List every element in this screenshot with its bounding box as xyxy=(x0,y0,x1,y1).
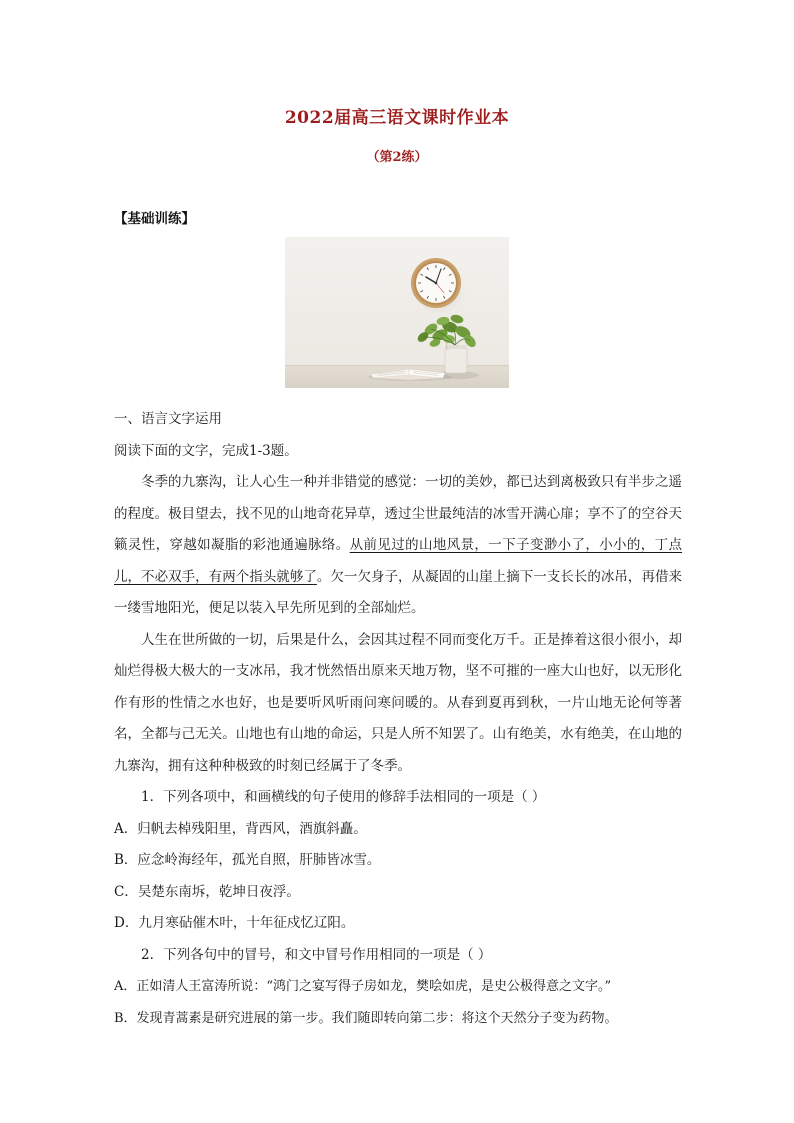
reading-instruction: 阅读下面的文字，完成1-3题。 xyxy=(114,442,298,459)
document-subtitle: （第2练） xyxy=(366,150,428,165)
question-1-option-b: B．应念岭海经年，孤光自照，肝肺皆冰雪。 xyxy=(114,852,381,868)
passage-p1-tail: 。欠一欠身子，从凝固的山崖上摘下一支长长的冰吊，再借来一缕雪地阳光，便足以装入早先所见到的全部灿烂。 xyxy=(114,568,683,616)
section-label: 【基础训练】 xyxy=(114,211,195,227)
question-1-option-d: D．九月寒砧催木叶，十年征戍忆辽阳。 xyxy=(114,915,355,931)
question-2-stem: 2．下列各句中的冒号，和文中冒号作用相同的一项是（ ） xyxy=(141,946,492,963)
passage-paragraph-1 xyxy=(114,467,682,625)
passage-paragraph-2: 人生在世所做的一切，后果是什么，会因其过程不同而变化万千。正是捧着这很小很小，却灿烂得极大极大的一支冰吊，我才恍然悟出原来天地万物，坚不可摧的一座大山也好，以无形化作有形的性情之水也好，也是要听风听雨问寒问暖的。从春到夏再到秋，一片山地无论何等著名，全都与己无关。山地也有山地的命运，只是人所不知罢了。山有绝美，水有绝美，在山地的九寨沟，拥有这种种极致的时刻已经属于了冬季。 xyxy=(114,631,682,774)
question-2-option-b: B．发现青蒿素是研究进展的第一步。我们随即转向第二步：将这个天然分子变为药物。 xyxy=(114,1010,618,1026)
passage-p1-text: 冬季的九寨沟，让人心生一种并非错觉的感觉：一切的美妙，都已达到离极致只有半步之遥的程度。极目望去，找不见的山地奇花异草，透过尘世最纯洁的冰雪开满心扉；享不了的空谷天籁灵性，穿越如凝脂的彩池通遍脉络。 xyxy=(114,474,682,553)
question-2-option-a: A．正如清人王富涛所说：“鸿门之宴写得子房如龙，樊哙如虎，是史公极得意之文字。” xyxy=(114,979,612,994)
document-title: 2022届高三语文课时作业本 xyxy=(284,108,510,128)
part-heading: 一、语言文字运用 xyxy=(114,411,222,427)
illustration-photo xyxy=(285,237,509,388)
underlined-sentence: 从前见过的山地风景，一下子变渺小了，小小的，丁点儿，不必双手，有两个指头就够了 xyxy=(114,537,683,585)
question-1-option-a: A．归帆去棹残阳里，背西风，酒旗斜矗。 xyxy=(114,820,367,837)
question-1-stem: 1．下列各项中，和画横线的句子使用的修辞手法相同的一项是（ ） xyxy=(141,789,546,805)
main-text xyxy=(114,404,682,1034)
question-1-option-c: C．吴楚东南坼，乾坤日夜浮。 xyxy=(114,883,300,900)
clock-plant-book-icon xyxy=(285,237,509,388)
